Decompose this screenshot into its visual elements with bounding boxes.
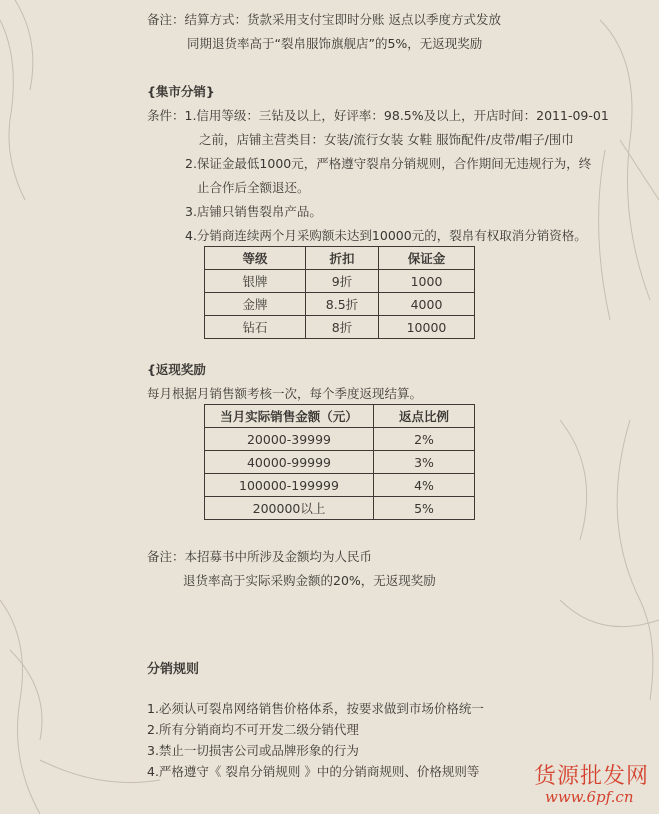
table-cell: 8.5折	[306, 293, 379, 316]
table-header: 返点比例	[374, 405, 475, 428]
table-cell: 100000-199999	[205, 474, 374, 497]
rules-heading: 分销规则	[147, 662, 200, 677]
rule-item: 4.严格遵守《 裂帛分销规则 》中的分销商规则、价格规则等	[147, 764, 480, 779]
table-header: 当月实际销售金额（元）	[205, 405, 374, 428]
table-row	[205, 428, 475, 451]
note1-line2: 同期退货率高于“裂帛服饰旗舰店”的5%，无返现奖励	[187, 36, 483, 51]
table-row	[205, 316, 475, 339]
rebate-intro: 每月根据月销售额考核一次，每个季度返现结算。	[147, 386, 423, 401]
table-cell: 8折	[306, 316, 379, 339]
table-row	[205, 270, 475, 293]
table-cell: 1000	[379, 270, 475, 293]
table-cell: 9折	[306, 270, 379, 293]
watermark-logo: 货源批发网	[534, 764, 650, 789]
table-cell: 钻石	[205, 316, 306, 339]
market-condition-2a: 2.保证金最低1000元，严格遵守裂帛分销规则，合作期间无违规行为，终	[185, 156, 592, 171]
market-condition-1a: 条件：1.信用等级：三钻及以上，好评率：98.5%及以上，开店时间：2011-09-01	[147, 108, 609, 123]
table-cell: 2%	[374, 428, 475, 451]
market-condition-3: 3.店铺只销售裂帛产品。	[185, 204, 322, 219]
table-row	[205, 451, 475, 474]
level-table	[204, 246, 475, 339]
market-condition-2b: 止合作后全额退还。	[197, 180, 310, 195]
note2-line2: 退货率高于实际采购金额的20%，无返现奖励	[183, 573, 436, 588]
table-cell: 40000-99999	[205, 451, 374, 474]
table-cell: 4000	[379, 293, 475, 316]
table-row	[205, 497, 475, 520]
rebate-table	[204, 404, 475, 520]
note2-line1: 备注：本招募书中所涉及金额均为人民币	[147, 549, 373, 564]
rule-item: 1.必须认可裂帛网络销售价格体系，按要求做到市场价格统一	[147, 701, 484, 716]
table-cell: 4%	[374, 474, 475, 497]
market-heading: {集市分销}	[147, 84, 215, 99]
table-row	[205, 474, 475, 497]
note1-line1: 备注：结算方式：货款采用支付宝即时分账 返点以季度方式发放	[147, 12, 501, 27]
market-condition-1b: 之前，店铺主营类目：女装/流行女装 女鞋 服饰配件/皮带/帽子/围巾	[199, 132, 574, 147]
table-header: 等级	[205, 247, 306, 270]
table-cell: 金牌	[205, 293, 306, 316]
table-cell: 银牌	[205, 270, 306, 293]
rebate-heading: {返现奖励	[147, 362, 206, 377]
rule-item: 3.禁止一切损害公司或品牌形象的行为	[147, 743, 359, 758]
table-cell: 5%	[374, 497, 475, 520]
table-cell: 20000-39999	[205, 428, 374, 451]
table-cell: 10000	[379, 316, 475, 339]
table-row	[205, 293, 475, 316]
table-header: 折扣	[306, 247, 379, 270]
table-header-row	[205, 247, 475, 270]
table-header: 保证金	[379, 247, 475, 270]
market-condition-4: 4.分销商连续两个月采购额未达到10000元的，裂帛有权取消分销资格。	[185, 228, 587, 243]
rule-item: 2.所有分销商均不可开发二级分销代理	[147, 722, 359, 737]
table-header-row	[205, 405, 475, 428]
watermark-url: www.6pf.cn	[545, 788, 634, 806]
table-cell: 200000以上	[205, 497, 374, 520]
table-cell: 3%	[374, 451, 475, 474]
